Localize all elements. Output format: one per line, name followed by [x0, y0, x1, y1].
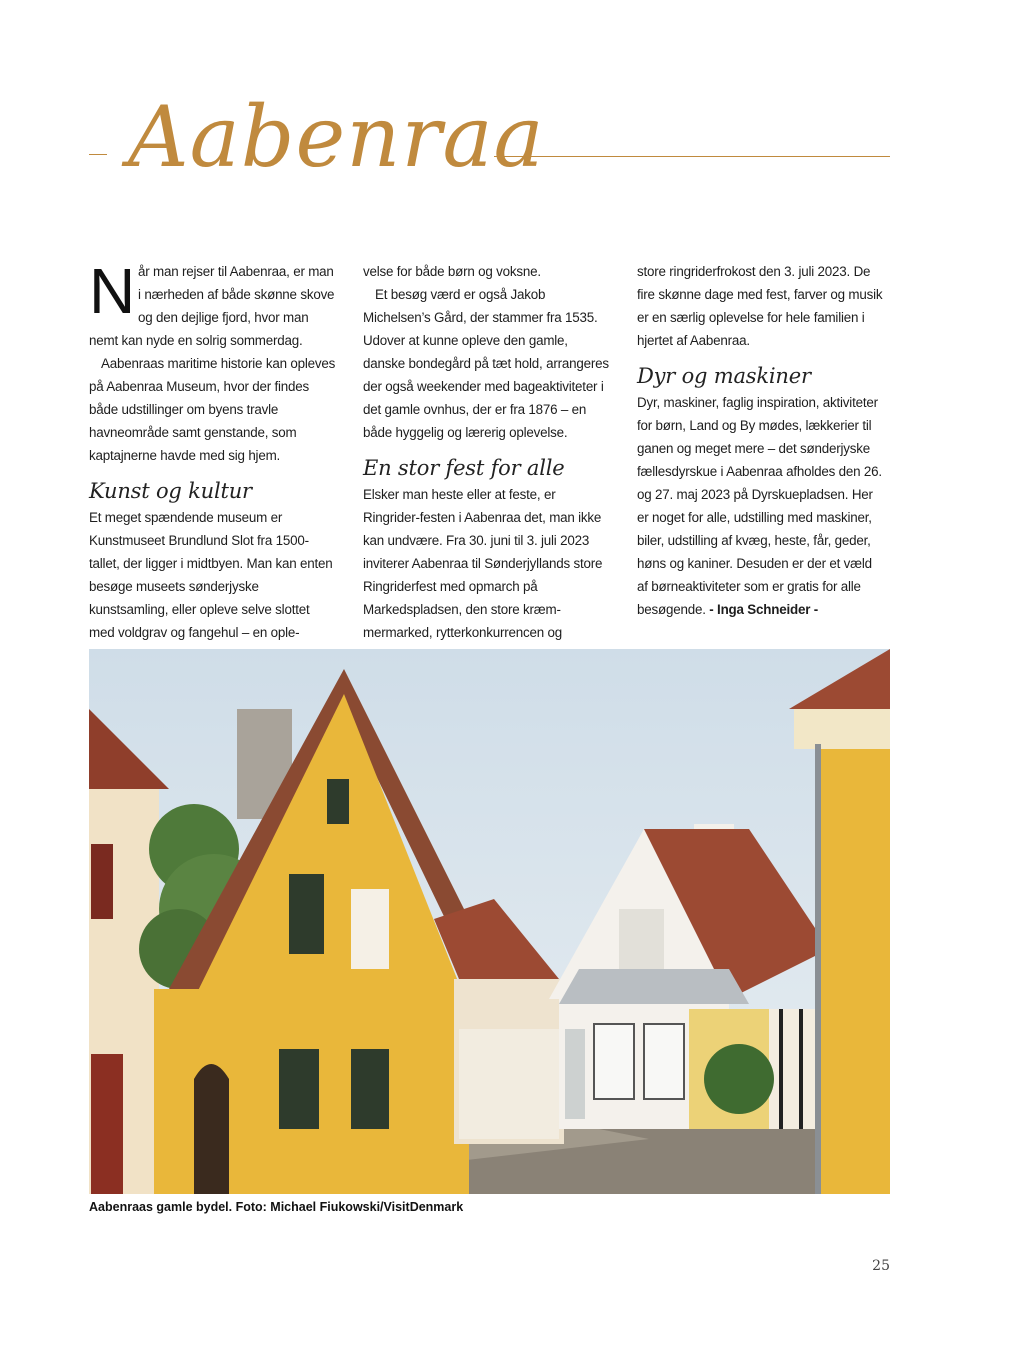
column-1 [89, 255, 337, 644]
section-heading-fest: En stor fest for alle [363, 456, 565, 480]
intro-paragraph: Når man rejser til Aabenraa, er man i nærheden af både skønne skove og den dejlige fjord, hvor man nemt kan nyde en solrig sommerdag. [89, 255, 335, 348]
paragraph: Elsker man heste eller at feste, er Ringrider-festen i Aabenraa det, man ikke kan undvære. Fra 30. juni til 3. juli 2023 inviterer Aabenraa til Sønderjyllands store Ringriderfest med opmarch på Markedspladsen, den store kræm-mermarked, rytterkonkurrencen og [363, 487, 603, 640]
paragraph: Et besøg værd er også Jakob Michelsen’s Gård, der stammer fra 1535. Udover at kunne opleve den gamle, danske bondegård på tæt hold, arrangeres der også weekender med bageaktiviteter i det gamle ovnhus, der er fra 1876 – en både hyggelig og lærerig oplevelse. [363, 287, 609, 440]
dropcap: N [89, 255, 136, 327]
page-number: 25 [872, 1258, 890, 1274]
author-signature: - Inga Schneider - [709, 602, 819, 617]
section-heading-kunst: Kunst og kultur [89, 479, 252, 503]
street-photo [89, 649, 890, 1194]
paragraph: Dyr, maskiner, faglig inspiration, aktiviteter for børn, Land og By mødes, lækkerier til ganen og meget mere – det sønderjyske fællesdyrskue i Aabenraa afholdes den 26. og 27. maj 2023 på Dyrskuepladsen. Her er noget for alle, udstilling med maskiner, biler, udstilling af kvæg, heste, får, geder, høns og kaniner. Desuden er der et væld af børneaktiviteter som er gratis for alle besøgende. - Inga Schneider - [637, 395, 882, 617]
paragraph: Et meget spændende museum er Kunstmuseet Brundlund Slot fra 1500-tallet, der ligger i midtbyen. Man kan enten besøge museets sønderjyske kunstsamling, eller opleve selve slottet med voldgrav og fangehul – en ople- [89, 510, 333, 640]
paragraph: velse for både børn og voksne. [363, 264, 541, 279]
title-rule [494, 156, 890, 157]
column-3 [637, 260, 885, 621]
photo-caption: Aabenraas gamle bydel. Foto: Michael Fiukowski/VisitDenmark [89, 1200, 464, 1214]
section-heading-dyr: Dyr og maskiner [637, 364, 811, 388]
paragraph: store ringriderfrokost den 3. juli 2023. De fire skønne dage med fest, farver og musik er en særlig oplevelse for hele familien i hjertet af Aabenraa. [637, 264, 883, 348]
page-title: Aabenraa [128, 88, 545, 186]
column-2 [363, 260, 611, 690]
paragraph: Aabenraas maritime historie kan opleves på Aabenraa Museum, hvor der findes både udstillinger om byens travle havneområde samt genstande, som kaptajnerne havde med sig hjem. [89, 356, 336, 463]
title-dash [89, 154, 107, 155]
